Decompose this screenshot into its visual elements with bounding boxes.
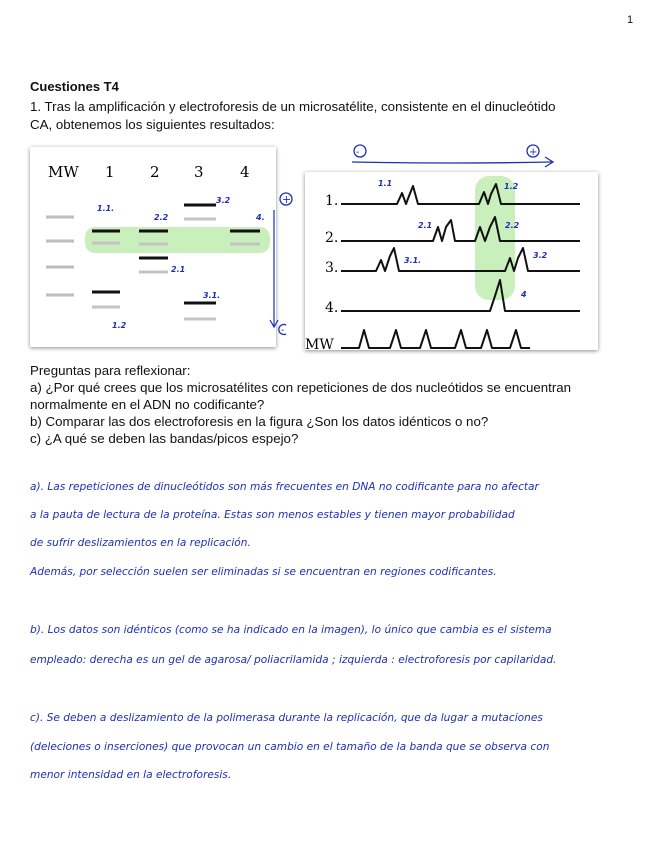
plus-sign: + <box>282 193 292 206</box>
band-label: 3.2 <box>216 196 231 205</box>
peak-label: 2.1 <box>418 221 433 230</box>
peak-label: 4 <box>521 290 527 299</box>
answer-a-line: de sufrir deslizamientos en la replicación. <box>30 537 251 549</box>
peak-label: 1.1 <box>378 179 393 188</box>
answer-c-line: menor intensidad en la electroforesis. <box>30 769 232 781</box>
prompt-c: c) ¿A qué se deben las bandas/picos espejo? <box>30 431 299 446</box>
page-number: 1 <box>627 14 634 26</box>
band-label: 4. <box>256 213 265 222</box>
band-label: 2.2 <box>154 213 169 222</box>
row-label-2: 2. <box>325 230 339 246</box>
band-label: 1.2 <box>112 321 127 330</box>
answer-b-line: empleado: derecha es un gel de agarosa/ poliacrilamida ; izquierda : electroforesis por capilaridad. <box>30 654 557 666</box>
question-line: CA, obtenemos los siguientes resultados: <box>30 117 275 132</box>
prompt-b: b) Comparar las dos electroforesis en la figura ¿Son los datos idénticos o no? <box>30 414 489 429</box>
band-label: 3.1. <box>203 291 221 300</box>
row-label-3: 3. <box>325 260 339 276</box>
minus-sign: - <box>281 325 285 336</box>
row-label-4: 4. <box>325 300 339 316</box>
prompt-a-cont: normalmente en el ADN no codificante? <box>30 397 265 412</box>
answer-c-line: (deleciones o inserciones) que provocan un cambio en el tamaño de la banda que se observa con <box>30 741 550 753</box>
peak-label: 1.2 <box>504 182 519 191</box>
peak-label: 3.2 <box>533 251 548 260</box>
gel-header-lane-3: 3 <box>194 163 204 181</box>
minus-sign: - <box>356 147 360 158</box>
row-label-mw: MW <box>305 337 334 350</box>
answer-c-line: c). Se deben a deslizamiento de la polimerasa durante la replicación, que da lugar a mutaciones <box>30 712 543 724</box>
question-line: 1. Tras la amplificación y electroforesis de un microsatélite, consistente en el dinucleótido <box>30 99 556 114</box>
answer-b-line: b). Los datos son idénticos (como se ha indicado en la imagen), lo único que cambia es el sistema <box>30 624 552 636</box>
answer-a-line: Además, por selección suelen ser eliminadas si se encuentran en regiones codificantes. <box>30 566 497 578</box>
prompts-title: Preguntas para reflexionar: <box>30 363 191 378</box>
band-label: 2.1 <box>171 265 186 274</box>
peak-label: 3.1. <box>404 256 422 265</box>
gel-header-mw: MW <box>48 163 79 181</box>
handwritten-answers <box>30 0 650 848</box>
gel-header-lane-4: 4 <box>240 163 250 181</box>
section-heading: Cuestiones T4 <box>30 79 119 94</box>
band-label: 1.1. <box>97 204 115 213</box>
gel-header-lane-1: 1 <box>105 163 115 181</box>
answer-a-line: a la pauta de lectura de la proteína. Estas son menos estables y tienen mayor probabilidad <box>30 509 515 521</box>
peak-label: 2.2 <box>505 221 520 230</box>
gel-header-lane-2: 2 <box>150 163 160 181</box>
row-label-1: 1. <box>325 193 339 209</box>
plus-sign: + <box>529 147 538 158</box>
answer-a-line: a). Las repeticiones de dinucleótidos son más frecuentes en DNA no codificante para no afectar <box>30 481 539 493</box>
prompt-a: a) ¿Por qué crees que los microsatélites con repeticiones de dos nucleótidos se encuentran <box>30 380 572 395</box>
